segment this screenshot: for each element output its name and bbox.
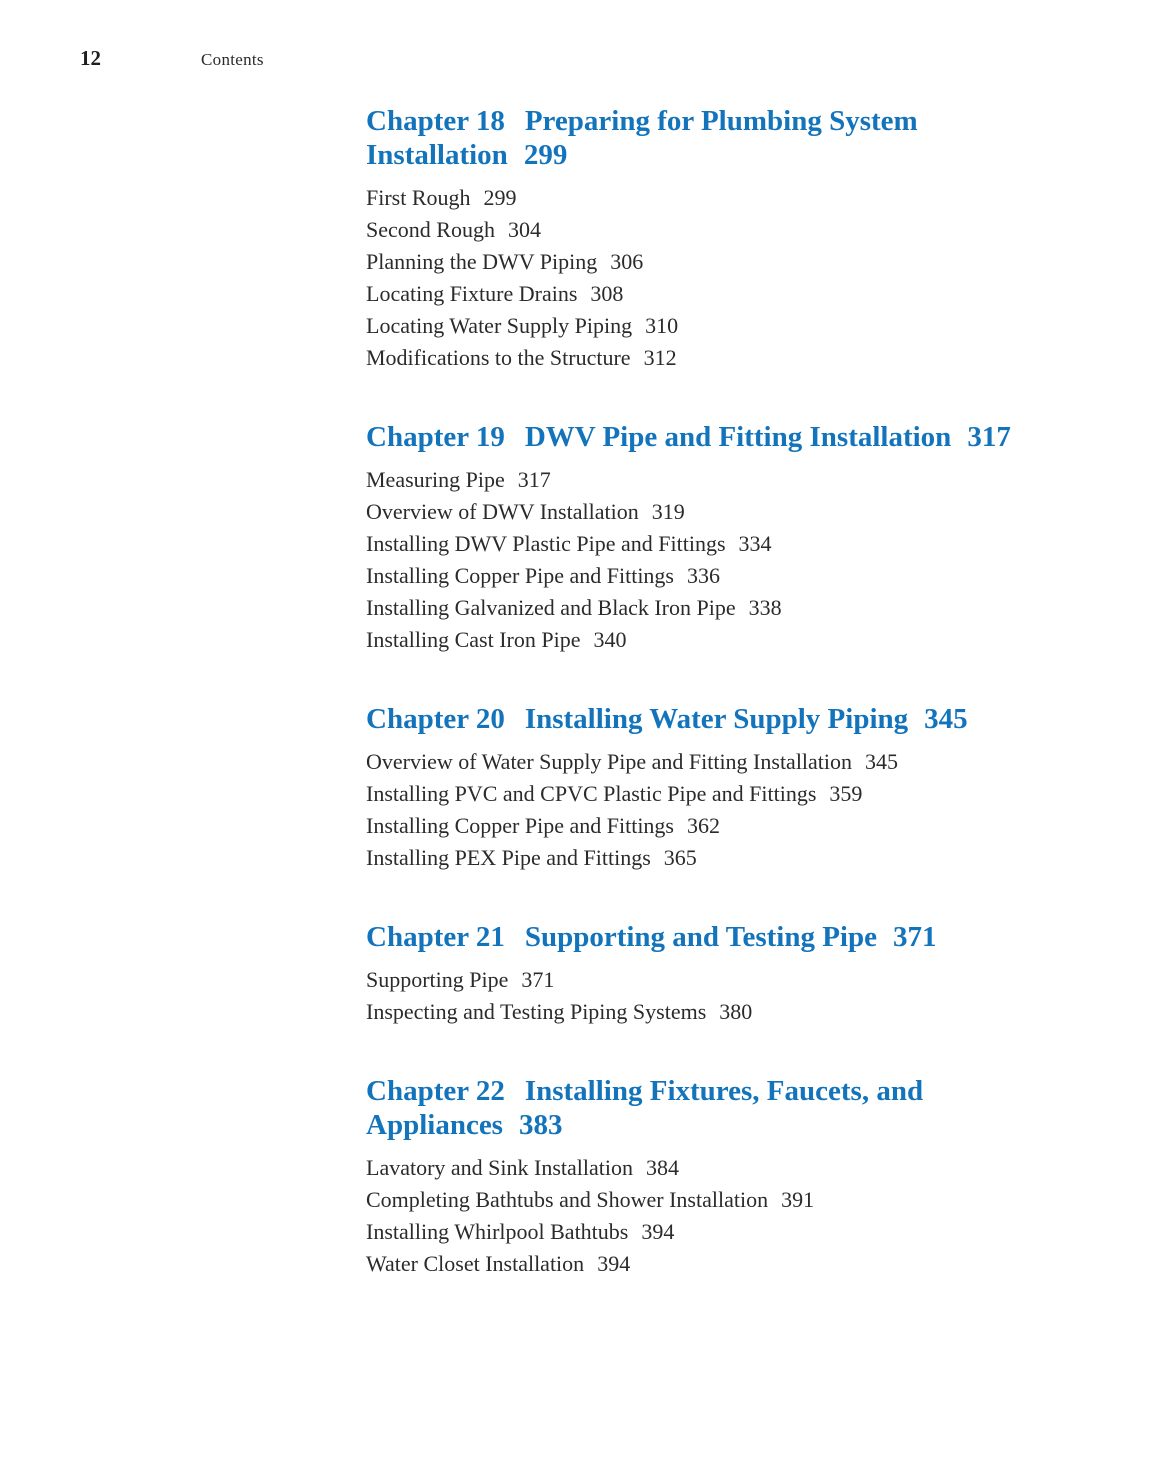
toc-entry	[366, 214, 1031, 246]
section-page-number: 371	[521, 967, 555, 992]
chapter-label: Chapter 18	[366, 105, 505, 137]
toc-entry	[366, 624, 1031, 656]
section-page-number: 336	[687, 563, 720, 588]
section-page-number: 384	[646, 1155, 679, 1180]
toc-main-column	[366, 104, 1031, 1326]
chapter-block	[366, 702, 1031, 874]
toc-entry	[366, 496, 1031, 528]
toc-entry	[366, 964, 1031, 996]
section-title: Installing Cast Iron Pipe	[366, 627, 581, 652]
section-title: Installing Copper Pipe and Fittings	[366, 813, 674, 838]
section-title: Locating Fixture Drains	[366, 281, 578, 306]
section-page-number: 317	[517, 467, 551, 492]
toc-entry	[366, 560, 1031, 592]
section-page-number: 380	[719, 999, 753, 1024]
section-page-number: 365	[663, 845, 697, 870]
chapter-block	[366, 420, 1031, 656]
running-title: Contents	[201, 50, 264, 69]
chapter-title: Supporting and Testing Pipe	[524, 921, 877, 953]
section-title: Overview of Water Supply Pipe and Fitting Installation	[366, 749, 853, 774]
chapter-heading	[366, 420, 1031, 454]
chapter-page-number: 345	[924, 703, 968, 735]
section-page-number: 308	[590, 281, 624, 306]
section-page-number: 394	[597, 1251, 631, 1276]
chapter-title: Preparing for Plumbing System Installation	[366, 105, 918, 171]
chapter-title: Installing Fixtures, Faucets, and Appliances	[366, 1075, 924, 1141]
toc-entry	[366, 528, 1031, 560]
section-title: Measuring Pipe	[366, 467, 505, 492]
toc-entry	[366, 464, 1031, 496]
section-page-number: 304	[507, 217, 541, 242]
section-title: Modifications to the Structure	[366, 345, 631, 370]
section-page-number: 338	[748, 595, 782, 620]
chapter-block	[366, 104, 1031, 374]
chapter-page-number: 383	[518, 1109, 563, 1141]
section-title: First Rough	[366, 185, 471, 210]
section-title: Installing Whirlpool Bathtubs	[366, 1219, 629, 1244]
chapter-label: Chapter 19	[366, 421, 505, 453]
toc-entry	[366, 842, 1031, 874]
chapter-label: Chapter 20	[366, 703, 505, 735]
section-page-number: 359	[829, 781, 863, 806]
section-title: Planning the DWV Piping	[366, 249, 598, 274]
section-title: Locating Water Supply Piping	[366, 313, 633, 338]
toc-entry	[366, 1248, 1031, 1280]
toc-entry	[366, 310, 1031, 342]
toc-entry	[366, 592, 1031, 624]
section-title: Second Rough	[366, 217, 495, 242]
chapter-label: Chapter 22	[366, 1075, 505, 1107]
section-title: Completing Bathtubs and Shower Installation	[366, 1187, 769, 1212]
section-title: Installing Galvanized and Black Iron Pipe	[366, 595, 736, 620]
section-title: Installing Copper Pipe and Fittings	[366, 563, 674, 588]
toc-entry	[366, 746, 1031, 778]
section-page-number: 306	[610, 249, 644, 274]
toc-entry	[366, 342, 1031, 374]
chapter-block	[366, 920, 1031, 1028]
section-page-number: 345	[865, 749, 899, 774]
section-title: Overview of DWV Installation	[366, 499, 639, 524]
section-title: Inspecting and Testing Piping Systems	[366, 999, 707, 1024]
section-page-number: 391	[781, 1187, 815, 1212]
toc-entry	[366, 778, 1031, 810]
chapter-heading	[366, 1074, 1031, 1142]
running-head	[80, 46, 264, 71]
section-page-number: 340	[593, 627, 627, 652]
toc-entry	[366, 246, 1031, 278]
section-title: Installing PEX Pipe and Fittings	[366, 845, 651, 870]
section-page-number: 299	[483, 185, 517, 210]
chapter-page-number: 299	[523, 139, 568, 171]
section-title: Lavatory and Sink Installation	[366, 1155, 633, 1180]
section-title: Installing PVC and CPVC Plastic Pipe and Fittings	[366, 781, 817, 806]
toc-entry	[366, 182, 1031, 214]
toc-entry	[366, 1216, 1031, 1248]
section-page-number: 312	[643, 345, 677, 370]
section-page-number: 319	[651, 499, 685, 524]
chapter-heading	[366, 702, 1031, 736]
chapter-page-number: 371	[893, 921, 937, 953]
toc-entry	[366, 278, 1031, 310]
section-title: Installing DWV Plastic Pipe and Fittings	[366, 531, 726, 556]
toc-entry	[366, 1184, 1031, 1216]
chapter-block	[366, 1074, 1031, 1280]
chapter-page-number: 317	[967, 421, 1011, 453]
chapter-title: DWV Pipe and Fitting Installation	[524, 421, 952, 453]
toc-entry	[366, 996, 1031, 1028]
section-page-number: 310	[645, 313, 679, 338]
page-number: 12	[80, 46, 101, 70]
section-page-number: 334	[738, 531, 772, 556]
chapter-heading	[366, 920, 1031, 954]
section-title: Water Closet Installation	[366, 1251, 585, 1276]
toc-entry	[366, 810, 1031, 842]
section-page-number: 362	[687, 813, 720, 838]
chapter-title: Installing Water Supply Piping	[524, 703, 909, 735]
section-title: Supporting Pipe	[366, 967, 509, 992]
chapter-label: Chapter 21	[366, 921, 505, 953]
toc-entry	[366, 1152, 1031, 1184]
section-page-number: 394	[641, 1219, 675, 1244]
chapter-heading	[366, 104, 1031, 172]
